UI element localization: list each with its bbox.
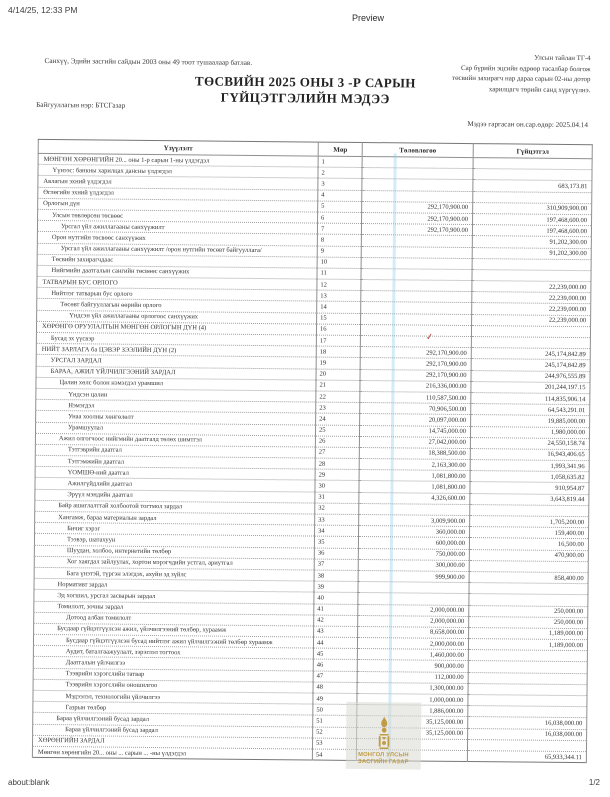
preview-title: Preview <box>352 13 385 23</box>
row-number: 22 <box>316 391 360 403</box>
row-number: 6 <box>318 212 362 224</box>
row-number: 43 <box>314 626 358 638</box>
row-actual-value: 1,705,200.00 <box>470 516 589 528</box>
row-actual-value: 22,239,000.00 <box>472 281 591 293</box>
preview-footer-url: about:blank <box>8 778 50 787</box>
row-actual-value: 16,038,000.00 <box>468 728 587 740</box>
row-plan-value: 292,170,900.00 <box>360 347 471 359</box>
row-indicator-label: Бичиг хэрэг <box>35 523 315 537</box>
row-number: 23 <box>316 402 360 414</box>
row-indicator-label: Өглөгийн эхний үлдэгдэл <box>38 187 318 201</box>
row-number: 14 <box>317 302 361 314</box>
row-number: 31 <box>315 492 359 504</box>
row-actual-value: 22,239,000.00 <box>472 303 591 315</box>
row-indicator-label: Үндсэн цалин <box>36 388 316 402</box>
row-actual-value: 22,239,000.00 <box>472 292 591 304</box>
row-indicator-label: Аудит, баталгаажуулалт, зэрэглэл тогтоох <box>33 646 313 660</box>
row-number: 9 <box>317 246 361 258</box>
row-plan-value: 20,097,000.00 <box>360 414 471 426</box>
row-plan-value: 110,587,500.00 <box>360 391 471 403</box>
row-number: 48 <box>313 682 357 694</box>
row-number: 32 <box>315 503 359 515</box>
row-plan-value: 600,000.00 <box>358 537 469 549</box>
row-plan-value: 1,081,800.00 <box>359 470 470 482</box>
row-indicator-label: Унаа хоолны хөнгөлөлт <box>36 411 316 425</box>
watermark-text-line1: МОНГОЛ УЛСЫН <box>358 751 409 759</box>
row-number: 17 <box>316 335 360 347</box>
row-plan-value: 2,163,300.00 <box>359 459 470 471</box>
row-indicator-label: Тээврийн хэрэгслийн оношилгоо <box>33 679 313 693</box>
row-number: 39 <box>314 581 358 593</box>
row-number: 41 <box>314 604 358 616</box>
row-indicator-label: Эрүүл мэндийн даатгал <box>35 489 315 503</box>
row-plan-value: 27,042,000.00 <box>359 436 470 448</box>
header-actual: Гүйцэтгэл <box>473 144 592 159</box>
row-plan-value: 1,460,000.00 <box>357 649 468 661</box>
row-actual-value: 64,543,291.01 <box>471 404 590 416</box>
row-number: 2 <box>318 167 362 179</box>
row-actual-value: 91,202,300.00 <box>472 247 591 259</box>
report-code-line: Сар бүрийн эцсийн өдрөөр тасалбар болгож <box>460 64 591 73</box>
row-actual-value: 310,909,900.00 <box>473 202 592 214</box>
row-indicator-label: Үндсэн үйл ажиллагааны орлогоос санхүүжих <box>37 310 317 324</box>
row-indicator-label: Орон нутгийн төсвөөс санхүүжих <box>37 232 317 246</box>
row-number: 20 <box>316 369 360 381</box>
row-number: 1 <box>318 156 362 168</box>
report-code-line: төсвийн захирагч нар дараа сарын 02-ны дотор <box>452 75 591 84</box>
row-indicator-label: Хог хаягдал зайлуулах, хортон мэрэгчдийн устгал, ариутгал <box>34 556 314 570</box>
row-plan-value: 216,336,000.00 <box>360 380 471 392</box>
row-plan-value: 292,170,900.00 <box>361 224 472 236</box>
row-plan-value: 2,000,000.00 <box>357 638 468 650</box>
row-indicator-label: НИЙТ ЗАРЛАГА ба ЦЭВЭР ЗЭЭЛИЙН ДҮН (2) <box>36 344 316 358</box>
row-number: 36 <box>314 548 358 560</box>
row-number: 42 <box>314 615 358 627</box>
row-actual-value: 245,174,842.89 <box>471 359 590 371</box>
row-number: 37 <box>314 559 358 571</box>
row-plan-value: 18,388,500.00 <box>359 447 470 459</box>
row-number: 44 <box>313 637 357 649</box>
row-number: 7 <box>317 223 361 235</box>
document-title-line2: ГҮЙЦЭТГЭЛИЙН МЭДЭЭ <box>220 89 390 107</box>
row-indicator-label: Бусдаар гүйцэтгүүлсэн бусад нийтлэг ажил үйлчилгээний төлбөр хураамж <box>33 634 313 648</box>
row-actual-value: 1,189,000.00 <box>468 639 587 651</box>
report-date: Мэдээ гаргасан он.сар.өдөр: 2025.04.14 <box>467 120 589 130</box>
row-indicator-label: Урамшуулал <box>35 422 315 436</box>
row-indicator-label: УРСГАЛ ЗАРДАЛ <box>36 355 316 369</box>
row-number: 30 <box>315 480 359 492</box>
row-number: 49 <box>313 693 357 705</box>
row-actual-value: 24,550,158.74 <box>470 437 589 449</box>
row-number: 46 <box>313 659 357 671</box>
row-plan-value: 999,900.00 <box>358 570 469 582</box>
row-number: 38 <box>314 570 358 582</box>
row-actual-value: 244,976,555.89 <box>471 370 590 382</box>
row-plan-value: 1,886,000.00 <box>357 705 468 717</box>
row-number: 29 <box>315 469 359 481</box>
row-indicator-label: Ажил олгогчоос нийгмийн даатгалд төлөх шимтгэл <box>35 433 315 447</box>
row-number: 33 <box>315 514 359 526</box>
row-indicator-label: Бараа үйлчилгээний бусад зардал <box>33 713 313 727</box>
row-number: 52 <box>313 727 357 739</box>
row-actual-value: 91,202,300.00 <box>472 236 591 248</box>
row-number: 47 <box>313 671 357 683</box>
red-check-mark: ✓ <box>425 332 435 344</box>
row-actual-value: 250,000.00 <box>469 605 588 617</box>
row-indicator-label: Тэтгэмжийн даатгал <box>35 455 315 469</box>
row-actual-value: 16,038,000.00 <box>468 717 587 729</box>
row-indicator-label: Орлогын дүн <box>38 198 318 212</box>
row-plan-value: 900,000.00 <box>357 660 468 672</box>
row-indicator-label: Цалин хөлс болон нэмэгдэл урамшил <box>36 377 316 391</box>
organization-name: Байгууллагын нэр: БТСГазар <box>36 100 126 110</box>
row-indicator-label: Тээвэр, шатахуун <box>34 534 314 548</box>
row-number: 12 <box>317 279 361 291</box>
row-indicator-label: Байр ашиглалттай холбоотой тогтмол зардал <box>35 500 315 514</box>
row-plan-value: 292,170,900.00 <box>362 212 473 224</box>
row-number: 10 <box>317 257 361 269</box>
row-actual-value: 1,189,000.00 <box>469 627 588 639</box>
row-actual-value: 1,993,341.96 <box>470 460 589 472</box>
row-actual-value: 3,643,819.44 <box>470 493 589 505</box>
soyombo-emblem-icon <box>374 716 392 750</box>
row-actual-value: 250,000.00 <box>469 616 588 628</box>
row-plan-value: 1,081,800.00 <box>359 481 470 493</box>
row-plan-value: 292,170,900.00 <box>362 201 473 213</box>
row-actual-value: 683,173.81 <box>473 180 592 192</box>
row-number: 11 <box>317 268 361 280</box>
row-actual-value: 197,468,600.00 <box>472 225 591 237</box>
row-number: 51 <box>313 715 357 727</box>
row-plan-value: 292,170,900.00 <box>360 358 471 370</box>
row-actual-value: 1,058,635.82 <box>470 471 589 483</box>
budget-execution-table <box>32 139 593 763</box>
row-plan-value: 750,000.00 <box>358 548 469 560</box>
row-indicator-label: Бусдаар гүйцэтгүүлсэн ажил, үйлчилгээний төлбөр, хураамж <box>34 623 314 637</box>
row-plan-value: 1,000,000.00 <box>357 693 468 705</box>
row-plan-value: 360,000.00 <box>359 526 470 538</box>
row-indicator-label: ХӨРӨНГИЙН ЗАРДАЛ <box>32 735 312 749</box>
row-indicator-label: Бараа үйлчилгээний бусад зардал <box>33 724 313 738</box>
row-actual-value: 22,239,000.00 <box>472 314 591 326</box>
row-number: 25 <box>315 425 359 437</box>
row-indicator-label: БАРАА, АЖИЛ ҮЙЛЧИЛГЭЭНИЙ ЗАРДАЛ <box>36 366 316 380</box>
row-number: 13 <box>317 290 361 302</box>
row-indicator-label: Эд хогшил, урсгал засварын зардал <box>34 590 314 604</box>
row-actual-value: 1,980,000.00 <box>470 426 589 438</box>
row-indicator-label: Даатгалын үйлчилгээ <box>33 657 313 671</box>
row-indicator-label: Дотоод албан томилолт <box>34 612 314 626</box>
row-indicator-label: Улсын төвлөрсөн төсвөөс <box>38 209 318 223</box>
row-number: 18 <box>316 346 360 358</box>
row-actual-value: 19,885,000.00 <box>471 415 590 427</box>
row-indicator-label: Хангамж, бараа материалын зардал <box>35 511 315 525</box>
row-plan-value: 35,125,000.00 <box>357 727 468 739</box>
row-number: 19 <box>316 357 360 369</box>
row-number: 24 <box>316 413 360 425</box>
row-indicator-label: Бага үнэтэй, түргэн элэгдэх, ахуйн эд зүйлс <box>34 567 314 581</box>
row-number: 8 <box>317 234 361 246</box>
row-indicator-label: Томилолт, зочны зардал <box>34 601 314 615</box>
row-number: 54 <box>312 749 356 761</box>
row-number: 4 <box>318 190 362 202</box>
government-watermark <box>346 702 422 770</box>
row-indicator-label: Урсгал үйл ажиллагааны санхүүжилт <box>37 221 317 235</box>
row-actual-value: 201,244,197.15 <box>471 381 590 393</box>
row-actual-value: 16,943,406.65 <box>470 448 589 460</box>
row-indicator-label: Нийтлэг татварын бус орлого <box>37 288 317 302</box>
row-number: 28 <box>315 458 359 470</box>
row-plan-value: 300,000.00 <box>358 559 469 571</box>
row-plan-value: 14,745,000.00 <box>359 425 470 437</box>
row-indicator-label: Тээврийн хэрэгслийн татвар <box>33 668 313 682</box>
document-title <box>140 73 470 109</box>
row-plan-value: 3,009,900.00 <box>359 514 470 526</box>
header-plan: Төлөвлөгөө <box>362 142 473 157</box>
row-plan-value: 70,906,500.00 <box>360 403 471 415</box>
row-number: 16 <box>316 324 360 336</box>
row-actual-value: 197,468,600.00 <box>473 213 592 225</box>
row-plan-value: 2,000,000.00 <box>358 604 469 616</box>
row-indicator-label: ХӨРӨНГӨ ОРУУЛАЛТЫН МӨНГӨН ОРЛОГЫН ДҮН (4) <box>36 321 316 335</box>
row-indicator-label: Нэмэгдэл <box>36 400 316 414</box>
row-number: 34 <box>315 525 359 537</box>
watermark-text-line2: ЗАСГИЙН ГАЗАР <box>357 758 409 766</box>
row-indicator-label: Бусад эх үүсвэр <box>36 332 316 346</box>
row-plan-value: 112,000.00 <box>357 671 468 683</box>
row-indicator-label: Авлагын эхний үлдэгдэл <box>38 176 318 190</box>
row-number: 3 <box>318 178 362 190</box>
report-code-line: Улсын тайлан ТГ-4 <box>534 54 591 63</box>
row-plan-value: 2,000,000.00 <box>358 615 469 627</box>
row-number: 35 <box>314 536 358 548</box>
row-actual-value: 245,174,842.89 <box>471 348 590 360</box>
row-actual-value: 470,900.00 <box>469 549 588 561</box>
row-indicator-label: Тэтгэврийн даатгал <box>35 444 315 458</box>
row-number: 26 <box>315 436 359 448</box>
row-indicator-label: Үүнээс: банкны харилцах дансны үлдэгдэл <box>38 165 318 179</box>
row-actual-value: 159,400.00 <box>470 527 589 539</box>
row-plan-value: 35,125,000.00 <box>357 716 468 728</box>
document-title-line1: ТӨСВИЙН 2025 ОНЫ 3 -Р САРЫН <box>194 73 416 91</box>
row-number: 5 <box>318 201 362 213</box>
row-number: 27 <box>315 447 359 459</box>
approval-note: Санхүү, Эдийн засгийн сайдын 2003 оны 49 тоот тушаалаар батлав. <box>44 56 253 67</box>
header-indicator: Үзүүлэлт <box>38 139 318 156</box>
row-plan-value: 8,658,000.00 <box>358 626 469 638</box>
row-indicator-label: Нормативт зардал <box>34 578 314 592</box>
row-indicator-label: Төсвийн захирагчдаас <box>37 254 317 268</box>
table-body <box>32 153 592 762</box>
row-indicator-label: Нийгмийн даатгалын сангийн төсвөөс санхүүжих <box>37 265 317 279</box>
row-actual-value: 910,954.87 <box>470 482 589 494</box>
row-number: 50 <box>313 704 357 716</box>
row-actual-value: 858,400.00 <box>469 571 588 583</box>
row-indicator-label: Газрын төлбөр <box>33 702 313 716</box>
row-indicator-label: Мэдээлэл, технологийн үйлчилгээ <box>33 690 313 704</box>
row-indicator-label: Шуудан, холбоо, интернетийн төлбөр <box>34 545 314 559</box>
row-number: 45 <box>313 648 357 660</box>
row-indicator-label: Мөнгөн хөрөнгийн 20... оны ... сарын ... -ны үлдэгдэл <box>32 746 312 760</box>
row-indicator-label: Ажилгүйдлийн даатгал <box>35 478 315 492</box>
header-row-number: Мөр <box>318 142 362 156</box>
row-number: 15 <box>317 313 361 325</box>
report-code-line: харилцагч төрийн санд хүргүүлнэ. <box>488 86 591 95</box>
row-indicator-label: ТАТВАРЫН БУС ОРЛОГО <box>37 276 317 290</box>
row-number: 53 <box>312 738 356 750</box>
row-indicator-label: Урсгал үйл ажиллагааны санхүүжилт /орон нутгийн төсөвт байгууллага/ <box>37 243 317 257</box>
row-plan-value: 1,300,000.00 <box>357 682 468 694</box>
row-plan-value: 292,170,900.00 <box>360 369 471 381</box>
row-plan-value: 4,326,600.00 <box>359 492 470 504</box>
row-indicator-label: МӨНГӨН ХӨРӨНГИЙН 20... оны 1-р сарын 1-ны үлдэгдэл <box>38 153 318 167</box>
row-actual-value: 65,933,344.11 <box>467 750 586 762</box>
row-indicator-label: Төсөвт байгууллагын өөрийн орлого <box>37 299 317 313</box>
row-actual-value: 16,500.00 <box>469 538 588 550</box>
preview-page-number: 1/2 <box>588 778 600 787</box>
row-indicator-label: ҮОМШӨ-ний даатгал <box>35 467 315 481</box>
preview-timestamp: 4/14/25, 12:33 PM <box>8 5 78 15</box>
row-number: 21 <box>316 380 360 392</box>
row-number: 40 <box>314 592 358 604</box>
row-actual-value: 114,835,906.14 <box>471 392 590 404</box>
